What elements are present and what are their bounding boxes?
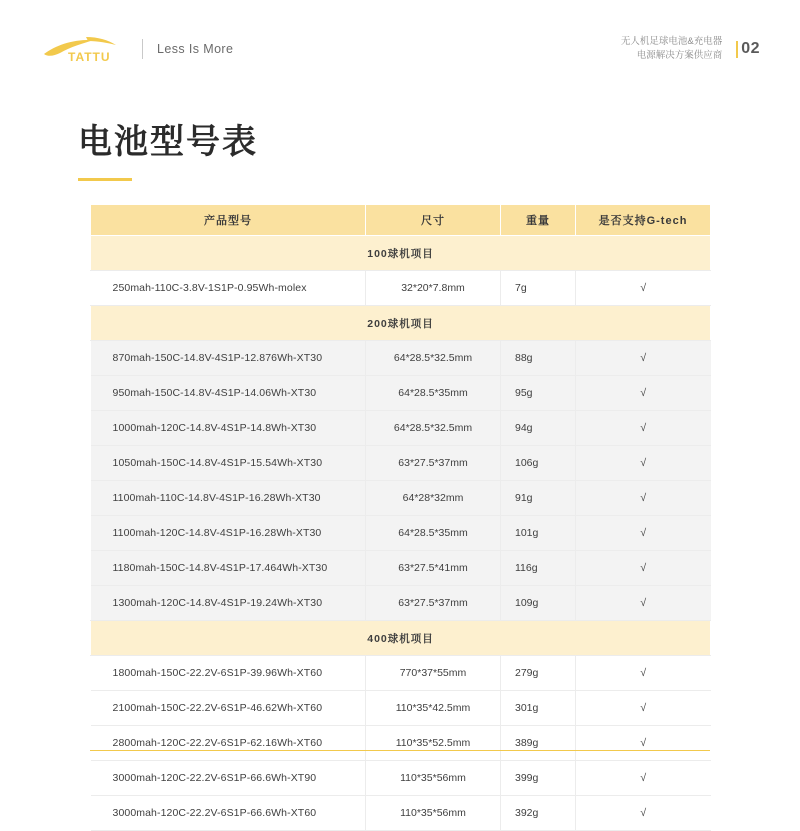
cell-weight: 101g bbox=[501, 516, 576, 551]
cell-gtech: √ bbox=[576, 551, 711, 586]
cell-size: 64*28.5*35mm bbox=[366, 376, 501, 411]
cell-weight: 399g bbox=[501, 761, 576, 796]
table-header-row bbox=[91, 205, 711, 236]
cell-gtech: √ bbox=[576, 481, 711, 516]
cell-size: 110*35*52.5mm bbox=[366, 726, 501, 761]
cell-weight: 95g bbox=[501, 376, 576, 411]
cell-gtech: √ bbox=[576, 656, 711, 691]
table-row bbox=[91, 516, 711, 551]
cell-weight: 279g bbox=[501, 656, 576, 691]
table-row bbox=[91, 691, 711, 726]
cell-size: 110*35*42.5mm bbox=[366, 691, 501, 726]
cell-weight: 301g bbox=[501, 691, 576, 726]
column-header-model: 产品型号 bbox=[91, 205, 366, 236]
table-row bbox=[91, 376, 711, 411]
footer-rule bbox=[90, 750, 710, 751]
tattu-logo-icon bbox=[40, 34, 124, 64]
header-right bbox=[621, 35, 760, 63]
header-subtitle-line2: 电源解决方案供应商 bbox=[636, 50, 723, 61]
brand bbox=[40, 34, 233, 64]
cell-gtech: √ bbox=[576, 726, 711, 761]
table-head bbox=[91, 205, 711, 236]
column-header-weight: 重量 bbox=[501, 205, 576, 236]
table-row bbox=[91, 446, 711, 481]
cell-size: 110*35*56mm bbox=[366, 796, 501, 831]
table-row bbox=[91, 411, 711, 446]
header-inner bbox=[40, 34, 760, 64]
table-row bbox=[91, 586, 711, 621]
cell-model: 3000mah-120C-22.2V-6S1P-66.6Wh-XT90 bbox=[91, 761, 366, 796]
table-section-row bbox=[91, 306, 711, 341]
cell-model: 1000mah-120C-14.8V-4S1P-14.8Wh-XT30 bbox=[91, 411, 366, 446]
title-underline bbox=[78, 178, 132, 181]
table-section-row bbox=[91, 621, 711, 656]
table-row bbox=[91, 726, 711, 761]
page-number-group bbox=[736, 40, 760, 58]
cell-weight: 91g bbox=[501, 481, 576, 516]
cell-size: 63*27.5*41mm bbox=[366, 551, 501, 586]
page-title: 电池型号表 bbox=[78, 123, 258, 161]
cell-size: 64*28.5*35mm bbox=[366, 516, 501, 551]
table-section-label: 100球机项目 bbox=[91, 236, 711, 271]
cell-weight: 88g bbox=[501, 341, 576, 376]
page-number: 02 bbox=[741, 40, 760, 57]
cell-gtech: √ bbox=[576, 761, 711, 796]
cell-size: 32*20*7.8mm bbox=[366, 271, 501, 306]
cell-model: 1300mah-120C-14.8V-4S1P-19.24Wh-XT30 bbox=[91, 586, 366, 621]
cell-gtech: √ bbox=[576, 446, 711, 481]
cell-weight: 106g bbox=[501, 446, 576, 481]
table-section-row bbox=[91, 236, 711, 271]
svg-text:TATTU: TATTU bbox=[68, 50, 111, 64]
table-row bbox=[91, 271, 711, 306]
cell-gtech: √ bbox=[576, 516, 711, 551]
cell-weight: 392g bbox=[501, 796, 576, 831]
cell-size: 63*27.5*37mm bbox=[366, 446, 501, 481]
cell-model: 1100mah-120C-14.8V-4S1P-16.28Wh-XT30 bbox=[91, 516, 366, 551]
cell-size: 64*28.5*32.5mm bbox=[366, 341, 501, 376]
header-subtitle-line1: 无人机足球电池&充电器 bbox=[620, 36, 723, 47]
cell-gtech: √ bbox=[576, 411, 711, 446]
table-section-label: 200球机项目 bbox=[91, 306, 711, 341]
page-header bbox=[0, 0, 800, 90]
page-number-bar bbox=[736, 41, 738, 58]
cell-size: 770*37*55mm bbox=[366, 656, 501, 691]
table-row bbox=[91, 796, 711, 831]
cell-model: 3000mah-120C-22.2V-6S1P-66.6Wh-XT60 bbox=[91, 796, 366, 831]
cell-model: 1180mah-150C-14.8V-4S1P-17.464Wh-XT30 bbox=[91, 551, 366, 586]
cell-weight: 116g bbox=[501, 551, 576, 586]
table-body bbox=[91, 236, 711, 831]
cell-weight: 94g bbox=[501, 411, 576, 446]
brand-divider bbox=[142, 39, 143, 59]
cell-model: 1800mah-150C-22.2V-6S1P-39.96Wh-XT60 bbox=[91, 656, 366, 691]
column-header-gtech: 是否支持G-tech bbox=[576, 205, 711, 236]
table-row bbox=[91, 341, 711, 376]
table-row bbox=[91, 656, 711, 691]
table-section-label: 400球机项目 bbox=[91, 621, 711, 656]
cell-model: 1100mah-110C-14.8V-4S1P-16.28Wh-XT30 bbox=[91, 481, 366, 516]
cell-model: 950mah-150C-14.8V-4S1P-14.06Wh-XT30 bbox=[91, 376, 366, 411]
cell-size: 64*28*32mm bbox=[366, 481, 501, 516]
cell-model: 870mah-150C-14.8V-4S1P-12.876Wh-XT30 bbox=[91, 341, 366, 376]
header-subtitle bbox=[621, 35, 722, 63]
battery-spec-table bbox=[90, 204, 711, 831]
cell-size: 110*35*56mm bbox=[366, 761, 501, 796]
cell-gtech: √ bbox=[576, 796, 711, 831]
cell-gtech: √ bbox=[576, 586, 711, 621]
cell-size: 64*28.5*32.5mm bbox=[366, 411, 501, 446]
column-header-size: 尺寸 bbox=[366, 205, 501, 236]
cell-model: 250mah-110C-3.8V-1S1P-0.95Wh-molex bbox=[91, 271, 366, 306]
cell-gtech: √ bbox=[576, 691, 711, 726]
battery-spec-table-wrap bbox=[90, 204, 710, 831]
cell-model: 2800mah-120C-22.2V-6S1P-62.16Wh-XT60 bbox=[91, 726, 366, 761]
title-block bbox=[78, 120, 258, 181]
cell-gtech: √ bbox=[576, 341, 711, 376]
cell-size: 63*27.5*37mm bbox=[366, 586, 501, 621]
cell-gtech: √ bbox=[576, 376, 711, 411]
cell-weight: 389g bbox=[501, 726, 576, 761]
table-row bbox=[91, 551, 711, 586]
table-row bbox=[91, 761, 711, 796]
cell-model: 1050mah-150C-14.8V-4S1P-15.54Wh-XT30 bbox=[91, 446, 366, 481]
cell-weight: 109g bbox=[501, 586, 576, 621]
brand-tagline: Less Is More bbox=[157, 42, 234, 56]
table-row bbox=[91, 481, 711, 516]
cell-weight: 7g bbox=[501, 271, 576, 306]
cell-gtech: √ bbox=[576, 271, 711, 306]
cell-model: 2100mah-150C-22.2V-6S1P-46.62Wh-XT60 bbox=[91, 691, 366, 726]
